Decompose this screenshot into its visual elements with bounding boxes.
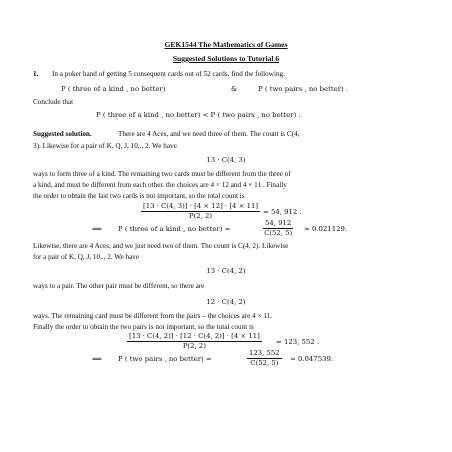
probability-two-pairs-label: P ( two pairs , no better) = <box>118 355 212 363</box>
count-two-pairs-result: = 123, 552 . <box>276 338 320 346</box>
probability-three-of-a-kind-value: ≈ 0.021129. <box>304 225 348 233</box>
find-ampersand: & <box>231 85 238 93</box>
fraction-numerator: 123, 552 <box>249 349 280 357</box>
implies-arrow: ⟹ <box>92 225 102 233</box>
fraction-denominator: C(52, 5) <box>250 358 279 367</box>
fraction-numerator: [13 · C(4, 2)] · [12 · C(4, 2)] · [4 × 11] <box>129 332 260 340</box>
solution-paragraph-1b: 3). Likewise for a pair of K, Q, J, 10,., 2. We have <box>33 142 177 150</box>
probability-two-pairs-value: ≈ 0.047539. <box>290 355 334 363</box>
solution-paragraph-3b: for a pair of K, Q, J, 10,., 2. We have <box>33 253 140 261</box>
solution-paragraph-2c: the order to obtain the last two cards is not important, so the total count is <box>33 192 245 200</box>
equation-12-c42: 12 · C(4, 2) <box>206 298 246 306</box>
probability-three-of-a-kind-fraction <box>263 220 293 237</box>
solution-paragraph-3a: Likewise, there are 4 Aces, and we just need two of them. The count is C(4, 2). Likewise <box>33 242 289 250</box>
question-text: In a poker hand of getting 5 consequent cards out of 52 cards, find the following. <box>52 70 285 78</box>
solution-paragraph-5b: Finally the order to obtain the two pairs is not important, so the total count is <box>33 323 254 331</box>
implies-arrow: ⟹ <box>92 355 102 363</box>
find-three-of-a-kind: P ( three of a kind , no better) <box>61 85 166 93</box>
inequality-statement: P ( three of a kind , no better) < P ( two pairs , no better) . <box>96 111 301 119</box>
count-three-of-a-kind-fraction <box>141 203 260 220</box>
fraction-denominator: P(2, 2) <box>188 211 213 220</box>
find-two-pairs: P ( two pairs , no better) . <box>258 85 349 93</box>
fraction-denominator: P(2, 2) <box>182 341 207 350</box>
conclude-text: Conclude that <box>33 98 74 106</box>
fraction-numerator: [13 · C(4, 3)] · [4 × 12] · [4 × 11] <box>143 202 259 210</box>
solution-heading: Suggested solution. <box>33 130 92 138</box>
solution-paragraph-2a: ways to form three of a kind. The remaining two cards must be different from the three of <box>33 170 291 178</box>
count-three-of-a-kind-result: = 54, 912 . <box>263 208 302 216</box>
course-title: GEK1544 The Mathematics of Games <box>164 40 288 49</box>
probability-two-pairs-fraction <box>247 350 282 367</box>
fraction-denominator: C(52, 5) <box>264 228 293 237</box>
document-subtitle: Suggested Solutions to Tutorial 6 <box>172 54 280 63</box>
equation-13-c42: 13 · C(4, 2) <box>206 267 246 275</box>
solution-paragraph-1a: There are 4 Aces, and we need three of them. The count is C(4, <box>118 130 300 138</box>
solution-paragraph-4: ways to a pair. The other pair must be different, so there are <box>33 282 205 290</box>
question-number: 1. <box>33 70 39 78</box>
solution-paragraph-2b: a kind, and must be different from each other. the choices are 4 × 12 and 4 × 11 . Finally <box>33 181 287 189</box>
equation-13-c43: 13 · C(4, 3) <box>206 156 246 164</box>
count-two-pairs-fraction <box>127 333 262 350</box>
solution-paragraph-5a: ways. The remaining card must be different from the pairs – the choices are 4 × 11. <box>33 312 273 320</box>
fraction-numerator: 54, 912 <box>265 219 292 227</box>
probability-three-of-a-kind-label: P ( three of a kind , no better) = <box>118 225 231 233</box>
